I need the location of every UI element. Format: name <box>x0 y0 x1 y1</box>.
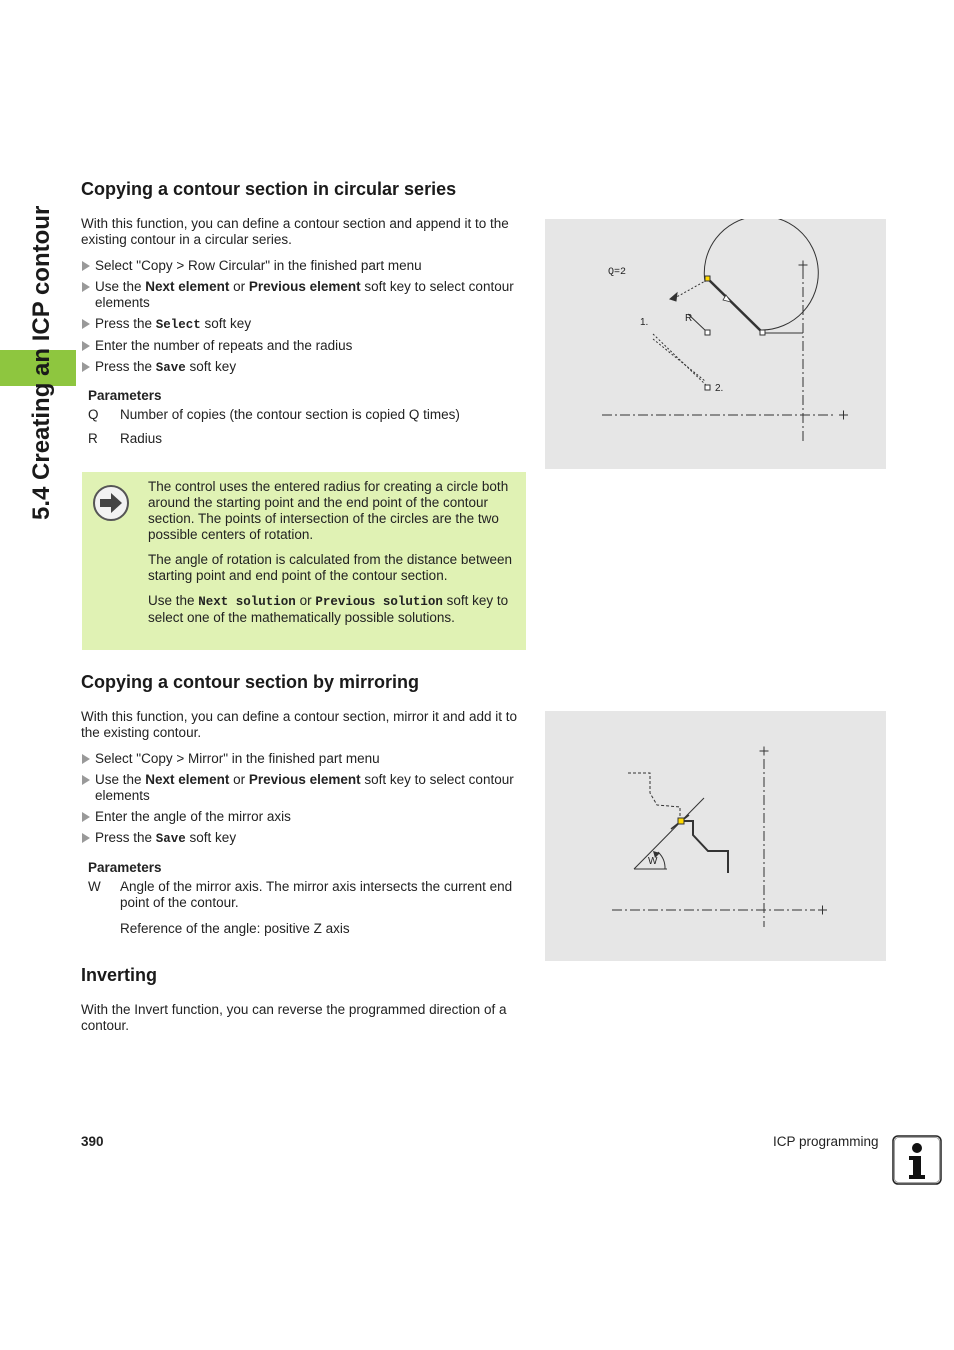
list-item: Press the Save soft key <box>81 359 526 376</box>
label-r: R <box>685 313 693 324</box>
list-item: Select "Copy > Mirror" in the finished part menu <box>81 751 526 767</box>
bullet-arrow-icon <box>82 362 90 372</box>
circular-series-diagram <box>545 219 886 469</box>
bullet-arrow-icon <box>82 812 90 822</box>
arrow-right-icon <box>92 484 130 522</box>
note-text <box>148 479 518 635</box>
section-heading-circular: Copying a contour section in circular series <box>81 179 457 199</box>
figure-circular-series <box>545 219 886 469</box>
label-2: 2. <box>715 383 724 394</box>
parameters-title: Parameters <box>88 860 162 875</box>
softkey-name: Previous element <box>248 772 361 787</box>
mirroring-diagram <box>545 711 886 961</box>
softkey-name: Next element <box>145 279 230 294</box>
softkey-code: Next solution <box>198 595 296 609</box>
chapter-side-title: 5.4 Creating an ICP contour <box>28 205 55 520</box>
bullet-arrow-icon <box>82 833 90 843</box>
page-number: 390 <box>81 1134 104 1149</box>
section-intro-inverting: With the Invert function, you can reverse the programmed direction of a contour. <box>81 1002 507 1033</box>
steps-list-mirroring <box>81 751 526 852</box>
softkey-name: Next element <box>145 772 230 787</box>
section-intro-mirroring: With this function, you can define a contour section, mirror it and add it to the existing contour. <box>81 709 517 740</box>
bullet-arrow-icon <box>82 754 90 764</box>
softkey-code: Save <box>155 361 186 375</box>
note-paragraph: Use the Next solution or Previous solution soft key to select one of the mathematically possible solutions. <box>148 593 509 625</box>
softkey-code: Save <box>155 832 186 846</box>
list-item: Enter the angle of the mirror axis <box>81 809 526 825</box>
bullet-arrow-icon <box>82 261 90 271</box>
list-item: Press the Select soft key <box>81 316 526 333</box>
list-item: Press the Save soft key <box>81 830 526 847</box>
section-intro-circular: With this function, you can define a contour section and append it to the existing contour in a circular series. <box>81 216 509 247</box>
parameter-row: W Angle of the mirror axis. The mirror axis intersects the current end point of the contour. <box>88 879 513 910</box>
softkey-code: Previous solution <box>315 595 443 609</box>
bullet-arrow-icon <box>82 341 90 351</box>
section-heading-inverting: Inverting <box>81 965 158 985</box>
label-w: W <box>648 856 658 867</box>
softkey-name: Previous element <box>248 279 361 294</box>
info-icon <box>892 1135 942 1185</box>
bullet-arrow-icon <box>82 319 90 329</box>
label-q: Q=2 <box>608 267 627 278</box>
note-paragraph: The angle of rotation is calculated from the distance between starting point and end point of the contour section. <box>148 552 512 583</box>
figure-mirroring <box>545 711 886 961</box>
note-box <box>82 472 526 650</box>
bullet-arrow-icon <box>82 282 90 292</box>
softkey-code: Select <box>155 318 201 332</box>
steps-list-circular <box>81 258 526 381</box>
footer-chapter: ICP programming <box>773 1134 879 1149</box>
list-item: Select "Copy > Row Circular" in the finished part menu <box>81 258 526 274</box>
note-paragraph: The control uses the entered radius for creating a circle both around the starting point and the end point of the contour section. The points of intersection of the circles are the two possible centers of rotation. <box>148 479 509 542</box>
list-item: Use the Next element or Previous element soft key to select contour elements <box>81 279 526 311</box>
section-heading-mirroring: Copying a contour section by mirroring <box>81 672 420 692</box>
list-item: Enter the number of repeats and the radius <box>81 338 526 354</box>
list-item: Use the Next element or Previous element soft key to select contour elements <box>81 772 526 804</box>
parameters-title: Parameters <box>88 388 162 403</box>
label-1: 1. <box>640 317 649 328</box>
bullet-arrow-icon <box>82 775 90 785</box>
